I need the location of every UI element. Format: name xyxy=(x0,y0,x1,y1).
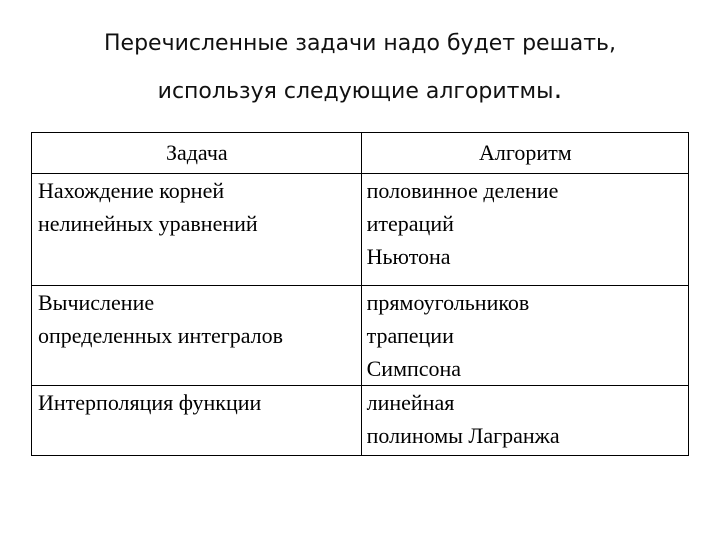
task-cell xyxy=(32,386,362,456)
algorithm-item: трапеции xyxy=(366,323,454,348)
algorithm-item: половинное деление xyxy=(366,178,559,203)
table-header-row xyxy=(32,133,689,174)
algorithm-cell xyxy=(361,174,688,286)
algorithm-cell xyxy=(361,286,688,386)
header-task: Задача xyxy=(32,133,362,174)
heading-line-2-text: используя следующие алгоритмы xyxy=(157,79,554,104)
table-row xyxy=(32,174,689,286)
heading-period: . xyxy=(553,72,563,105)
algorithm-cell xyxy=(361,386,688,456)
algorithm-item: прямоугольников xyxy=(366,290,530,315)
task-text-line: Нахождение корней xyxy=(38,178,225,203)
heading-line-2 xyxy=(0,72,720,106)
task-text-line: Интерполяция функции xyxy=(38,390,262,415)
algorithm-item: Ньютона xyxy=(366,244,451,269)
heading-line-1: Перечисленные задачи надо будет решать, xyxy=(104,31,616,56)
header-algorithm: Алгоритм xyxy=(361,133,688,174)
algorithm-item: Симпсона xyxy=(366,356,462,381)
algorithm-item: итераций xyxy=(366,211,454,236)
task-text-line: определенных интегралов xyxy=(38,323,284,348)
task-text-line: нелинейных уравнений xyxy=(38,211,258,236)
table-row xyxy=(32,286,689,386)
algorithm-item: полиномы Лагранжа xyxy=(366,423,560,448)
tasks-algorithms-table xyxy=(31,132,689,456)
task-cell xyxy=(32,174,362,286)
task-text-line: Вычисление xyxy=(38,290,155,315)
algorithm-item: линейная xyxy=(366,390,455,415)
task-cell xyxy=(32,286,362,386)
table-row xyxy=(32,386,689,456)
